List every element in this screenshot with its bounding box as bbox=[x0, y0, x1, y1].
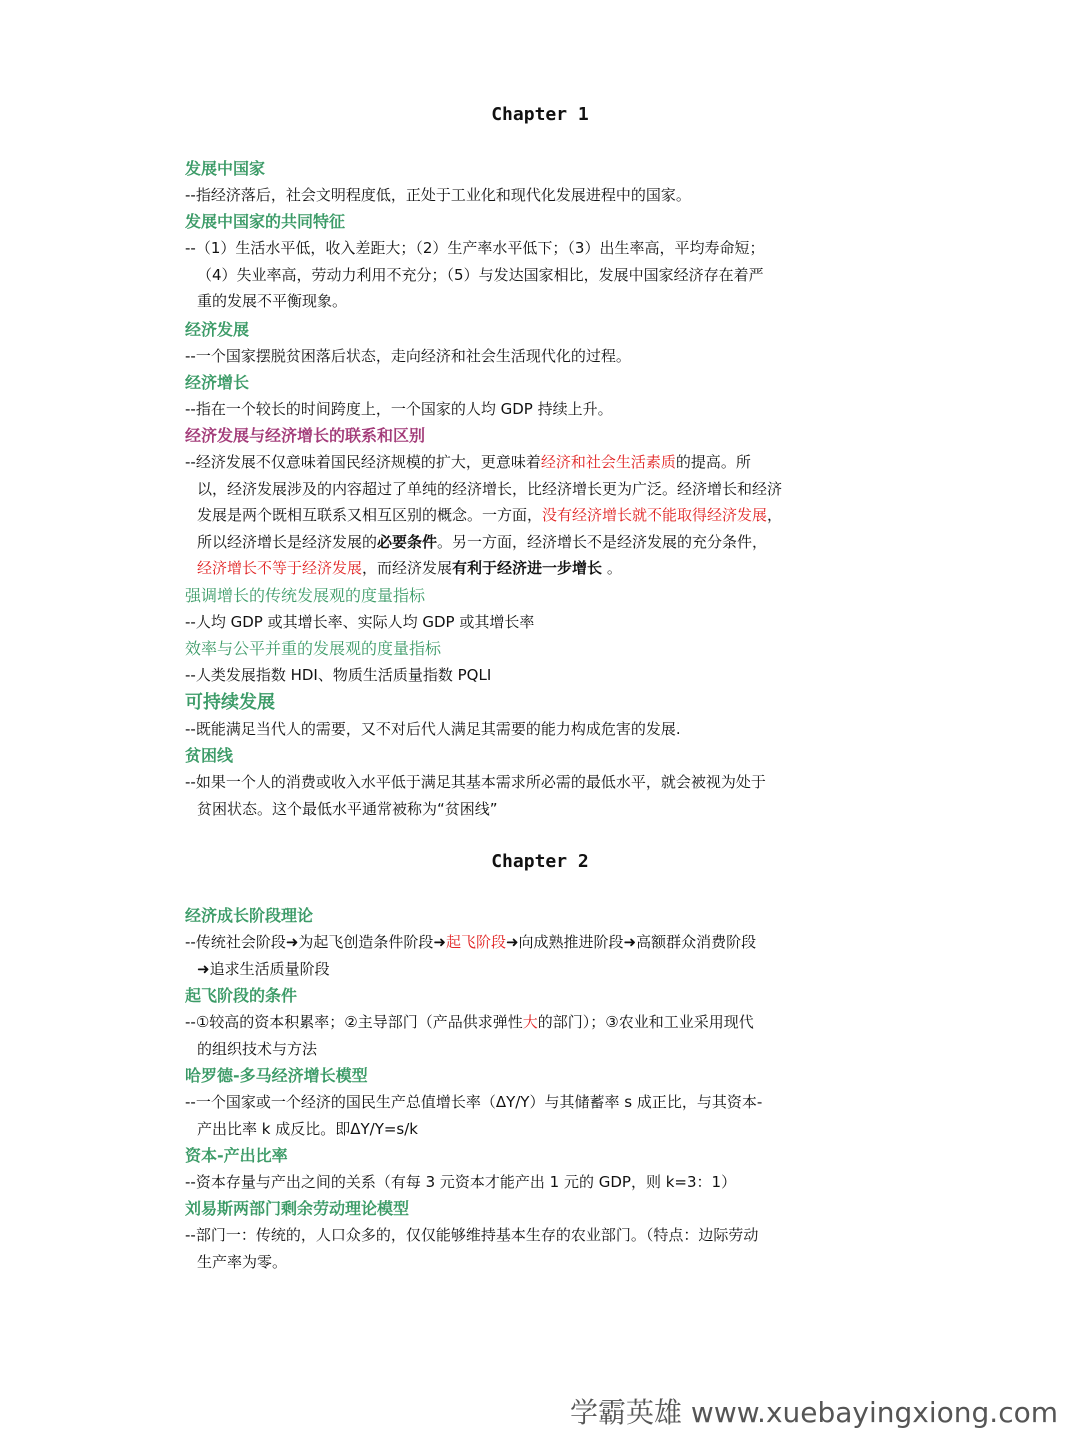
highlight-text: 经济增长不等于经济发展 bbox=[197, 559, 363, 577]
chapter-2-section-capital-output bbox=[185, 1143, 905, 1196]
section-text: --经济发展不仅意味着国民经济规模的扩大，更意味着经济和社会生活素质的提高。所 以，经济发展涉及的内容超过了单纯的经济增长，比经济增长更为广泛。经济增长和经济 发展是两个既相互联系又相互区别的概念。一方面，没有经济增长就不能取得经济发展， 所以经济增长是经济发展的必要条件。另一方面，经济增长不是经济发展的充分条件， 经济增长不等于经济发展，而经济发展有利于经济进一步增长 。 bbox=[185, 453, 783, 577]
section-text: --人类发展指数 HDI、物质生活质量指数 PQLI bbox=[185, 666, 492, 684]
chapter-1-title: Chapter 1 bbox=[491, 104, 589, 125]
chapter-1-section-growth bbox=[185, 370, 905, 423]
section-heading: 资本-产出比率 bbox=[185, 1146, 288, 1165]
section-heading: 哈罗德-多马经济增长模型 bbox=[185, 1066, 368, 1085]
highlight-text: 起飞阶段 bbox=[445, 933, 506, 951]
section-text: --①较高的资本积累率；②主导部门（产品供求弹性大的部门）；③农业和工业采用现代 的组织技术与方法 bbox=[185, 1013, 754, 1058]
section-heading: 贫困线 bbox=[185, 746, 234, 765]
bold-text: 必要条件 bbox=[377, 532, 438, 551]
section-text: --指在一个较长的时间跨度上，一个国家的人均 GDP 持续上升。 bbox=[185, 400, 613, 418]
chapter-2-section-stages bbox=[185, 903, 905, 982]
section-text: --资本存量与产出之间的关系（有每 3 元资本才能产出 1 元的 GDP，则 k=3：1） bbox=[185, 1173, 737, 1191]
section-text: --人均 GDP 或其增长率、实际人均 GDP 或其增长率 bbox=[185, 613, 535, 631]
chapter-2-title: Chapter 2 bbox=[491, 851, 589, 872]
chapter-1-body bbox=[185, 156, 905, 209]
section-heading: 起飞阶段的条件 bbox=[185, 986, 298, 1005]
chapter-1-section-development bbox=[185, 317, 905, 370]
highlight-text: 经济和社会生活素质 bbox=[540, 453, 676, 471]
section-heading: 经济发展与经济增长的联系和区别 bbox=[185, 426, 426, 445]
chapter-2-section-takeoff bbox=[185, 983, 905, 1062]
chapter-1-section-sustainable bbox=[185, 690, 905, 743]
section-text: --如果一个人的消费或收入水平低于满足其基本需求所必需的最低水平，就会被视为处于 贫困状态。这个最低水平通常被称为“贫困线” bbox=[185, 773, 766, 818]
section-heading: 经济成长阶段理论 bbox=[185, 906, 314, 925]
section-heading: 效率与公平并重的发展观的度量指标 bbox=[185, 639, 442, 658]
section-text: --既能满足当代人的需要，又不对后代人满足其需要的能力构成危害的发展. bbox=[185, 720, 681, 738]
highlight-text: 大 bbox=[522, 1013, 538, 1031]
section-text: --部门一：传统的，人口众多的，仅仅能够维持基本生存的农业部门。（特点：边际劳动 生产率为零。 bbox=[185, 1226, 759, 1271]
section-text: --一个国家摆脱贫困落后状态，走向经济和社会生活现代化的过程。 bbox=[185, 347, 631, 365]
section-heading: 发展中国家的共同特征 bbox=[185, 212, 346, 231]
section-text: --指经济落后，社会文明程度低，正处于工业化和现代化发展进程中的国家。 bbox=[185, 186, 691, 204]
chapter-1-section-equity-metrics bbox=[185, 636, 905, 689]
chapter-2-section-harrod-domar bbox=[185, 1063, 905, 1142]
section-text: --（1）生活水平低，收入差距大；（2）生产率水平低下；（3）出生率高，平均寿命短； （4）失业率高，劳动力利用不充分；（5）与发达国家相比，发展中国家经济存在着严 重的发展不平衡现象。 bbox=[185, 239, 765, 310]
section-heading: 经济增长 bbox=[185, 373, 250, 392]
chapter-1-section-relationship bbox=[185, 423, 905, 582]
section-heading: 发展中国家 bbox=[185, 159, 266, 178]
chapter-1-section-poverty-line bbox=[185, 743, 905, 822]
section-heading: 经济发展 bbox=[185, 320, 250, 339]
section-heading: 可持续发展 bbox=[185, 692, 275, 713]
section-heading: 强调增长的传统发展观的度量指标 bbox=[185, 586, 426, 605]
section-text: --一个国家或一个经济的国民生产总值增长率（ΔY/Y）与其储蓄率 s 成正比，与其资本- 产出比率 k 成反比。即ΔY/Y=s/k bbox=[185, 1093, 763, 1138]
chapter-2-section-lewis-model bbox=[185, 1196, 905, 1275]
section-heading: 刘易斯两部门剩余劳动理论模型 bbox=[185, 1199, 410, 1218]
site-watermark: 学霸英雄 www.xuebayingxiong.com bbox=[570, 1396, 1058, 1429]
section-text: --传统社会阶段➜为起飞创造条件阶段➜起飞阶段➜向成熟推进阶段➜高额群众消费阶段 ➜追求生活质量阶段 bbox=[185, 933, 757, 978]
chapter-1-section-traditional-metrics bbox=[185, 583, 905, 636]
bold-text: 有利于经济进一步增长 bbox=[452, 559, 603, 577]
chapter-1-section-features bbox=[185, 209, 905, 315]
highlight-text: 没有经济增长就不能取得经济发展 bbox=[542, 506, 768, 524]
